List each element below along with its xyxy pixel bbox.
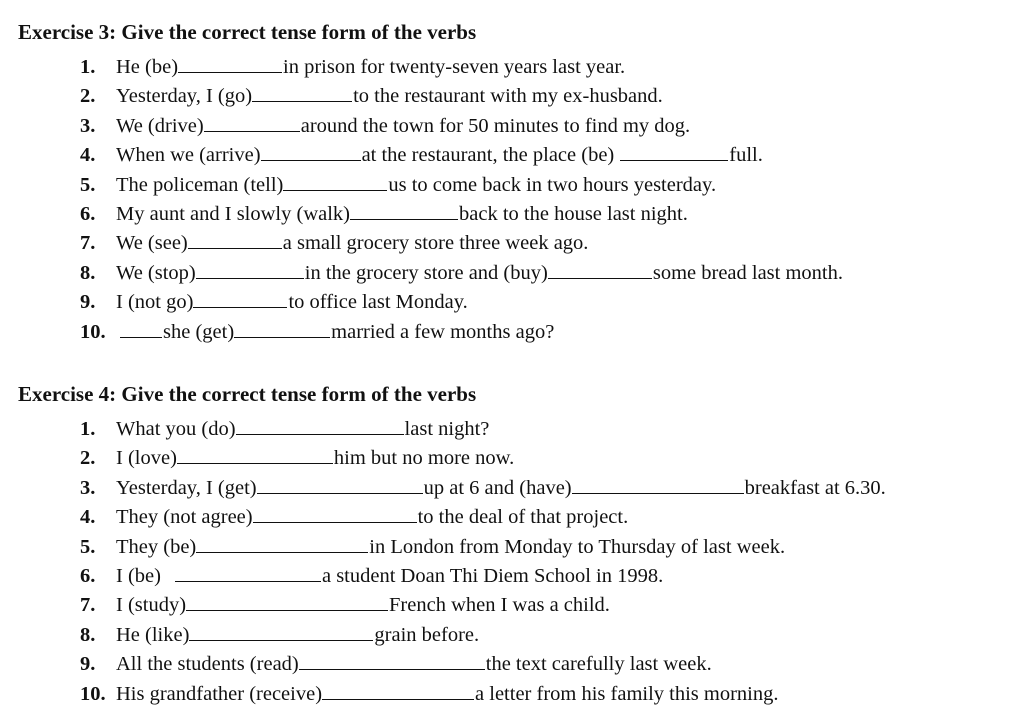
sentence-text: last night? (404, 418, 490, 440)
sentence-text: I (study) (116, 594, 187, 617)
item-number: 10. (80, 682, 106, 705)
item-number: 3. (80, 476, 96, 499)
item-number: 10. (80, 320, 106, 343)
answer-blank[interactable] (261, 142, 361, 161)
exercise-4-title: Exercise 4: Give the correct tense form of the verbs (18, 382, 477, 406)
sentence-text: to the deal of that project. (417, 506, 629, 529)
sentence-text: We (see) (116, 232, 188, 255)
exercise-item (0, 172, 1024, 201)
sentence-text: French when I was a child. (389, 594, 610, 617)
sentence-text: in London from Monday to Thursday of last week. (369, 535, 786, 558)
item-sentence (116, 475, 886, 501)
answer-blank[interactable] (620, 142, 728, 161)
answer-blank[interactable] (548, 260, 652, 279)
answer-blank[interactable] (299, 651, 485, 670)
exercise-item (0, 475, 1024, 504)
answer-blank[interactable] (186, 592, 388, 611)
sentence-text: to the restaurant with my ex-husband. (353, 85, 663, 108)
sentence-text: him but no more now. (333, 447, 515, 470)
sentence-text: around the town for 50 minutes to find my dog. (300, 114, 691, 137)
sentence-text: the text carefully last week. (485, 653, 712, 676)
item-sentence (116, 142, 763, 168)
exercise-item (0, 416, 1024, 445)
sentence-text: a student Doan Thi Diem School in 1998. (321, 564, 664, 587)
exercise-item (0, 534, 1024, 563)
sentence-text: breakfast at 6.30. (744, 476, 886, 499)
sentence-text: His grandfather (receive) (116, 682, 323, 705)
answer-blank[interactable] (236, 416, 404, 435)
sentence-text: full. (729, 144, 763, 167)
answer-blank[interactable] (322, 681, 474, 700)
item-sentence (116, 592, 610, 618)
answer-blank[interactable] (188, 230, 282, 249)
item-number: 1. (80, 56, 96, 78)
exercise-item (0, 622, 1024, 651)
item-sentence (116, 651, 712, 677)
item-sentence (116, 230, 588, 256)
sentence-text: They (not agree) (116, 506, 253, 529)
item-sentence (116, 416, 489, 442)
exercise-4-list (0, 416, 1024, 710)
exercise-3-list (0, 54, 1024, 348)
item-number: 8. (80, 261, 96, 284)
item-sentence (116, 504, 628, 530)
answer-blank[interactable] (234, 319, 330, 338)
exercise-item (0, 142, 1024, 171)
item-sentence (116, 681, 779, 707)
item-number: 1. (80, 418, 96, 440)
sentence-text: some bread last month. (652, 261, 843, 284)
sentence-text: to office last Monday. (288, 291, 468, 314)
item-sentence (116, 622, 479, 648)
answer-blank[interactable] (178, 54, 282, 73)
sentence-text: I (not go) (116, 291, 194, 314)
item-sentence (116, 260, 843, 286)
sentence-text: grain before. (374, 623, 480, 646)
exercise-item (0, 54, 1024, 83)
item-number: 6. (80, 564, 96, 587)
exercise-item (0, 592, 1024, 621)
sentence-text: Yesterday, I (go) (116, 85, 253, 108)
exercise-item (0, 230, 1024, 259)
sentence-text: at the restaurant, the place (be) (361, 144, 615, 167)
item-number: 7. (80, 232, 96, 255)
sentence-text: He (be) (116, 56, 179, 78)
sentence-text: Yesterday, I (get) (116, 476, 257, 499)
sentence-text: We (stop) (116, 261, 196, 284)
exercise-item (0, 260, 1024, 289)
item-number: 6. (80, 202, 96, 225)
sentence-text: up at 6 and (have) (423, 476, 572, 499)
answer-blank[interactable] (257, 475, 423, 494)
sentence-text: When we (arrive) (116, 144, 261, 167)
exercise-item (0, 83, 1024, 112)
sentence-text: The policeman (tell) (116, 173, 284, 196)
answer-blank[interactable] (177, 445, 333, 464)
item-sentence (116, 201, 688, 227)
item-sentence (116, 83, 663, 109)
item-number: 5. (80, 535, 96, 558)
answer-blank[interactable] (120, 319, 162, 338)
item-sentence (116, 54, 625, 80)
sentence-text: she (get) (163, 320, 235, 343)
sentence-text: married a few months ago? (331, 320, 555, 343)
item-sentence (116, 113, 690, 139)
answer-blank[interactable] (175, 563, 321, 582)
sentence-text: us to come back in two hours yesterday. (388, 173, 717, 196)
sentence-text: in the grocery store and (buy) (304, 261, 548, 284)
sentence-text: I (be) (116, 564, 161, 587)
item-number: 3. (80, 114, 96, 137)
sentence-text: He (like) (116, 623, 190, 646)
item-sentence (116, 172, 716, 198)
answer-blank[interactable] (204, 113, 300, 132)
sentence-text: What you (do) (116, 418, 236, 440)
sentence-text: in prison for twenty-seven years last year. (283, 56, 626, 78)
answer-blank[interactable] (189, 622, 373, 641)
exercise-item (0, 201, 1024, 230)
item-number: 9. (80, 291, 96, 314)
answer-blank[interactable] (283, 172, 387, 191)
sentence-text: I (love) (116, 447, 177, 470)
exercise-item (0, 445, 1024, 474)
sentence-text: All the students (read) (116, 653, 299, 676)
answer-blank[interactable] (193, 289, 287, 308)
answer-blank[interactable] (253, 504, 417, 523)
sentence-text: My aunt and I slowly (walk) (116, 202, 350, 225)
item-sentence (116, 563, 663, 589)
item-number: 7. (80, 594, 96, 617)
item-number: 8. (80, 623, 96, 646)
answer-blank[interactable] (252, 83, 352, 102)
item-sentence (116, 445, 514, 471)
sentence-text: a letter from his family this morning. (475, 682, 779, 705)
item-number: 9. (80, 653, 96, 676)
item-sentence (116, 534, 785, 560)
item-number: 5. (80, 173, 96, 196)
exercise-3-title: Exercise 3: Give the correct tense form of the verbs (18, 20, 477, 44)
item-sentence (116, 319, 554, 345)
answer-blank[interactable] (572, 475, 744, 494)
answer-blank[interactable] (196, 260, 304, 279)
exercise-item (0, 651, 1024, 680)
sentence-text: They (be) (116, 535, 197, 558)
item-number: 2. (80, 447, 96, 470)
item-number: 4. (80, 144, 96, 167)
exercise-item (0, 319, 1024, 348)
sentence-text: We (drive) (116, 114, 204, 137)
exercise-item (0, 681, 1024, 710)
sentence-text: back to the house last night. (459, 202, 688, 225)
answer-blank[interactable] (196, 534, 368, 553)
item-number: 4. (80, 506, 96, 529)
exercise-item (0, 563, 1024, 592)
item-sentence (116, 289, 468, 315)
item-number: 2. (80, 85, 96, 108)
answer-blank[interactable] (350, 201, 458, 220)
exercise-item (0, 504, 1024, 533)
sentence-text: a small grocery store three week ago. (282, 232, 589, 255)
exercise-item (0, 289, 1024, 318)
exercise-item (0, 113, 1024, 142)
